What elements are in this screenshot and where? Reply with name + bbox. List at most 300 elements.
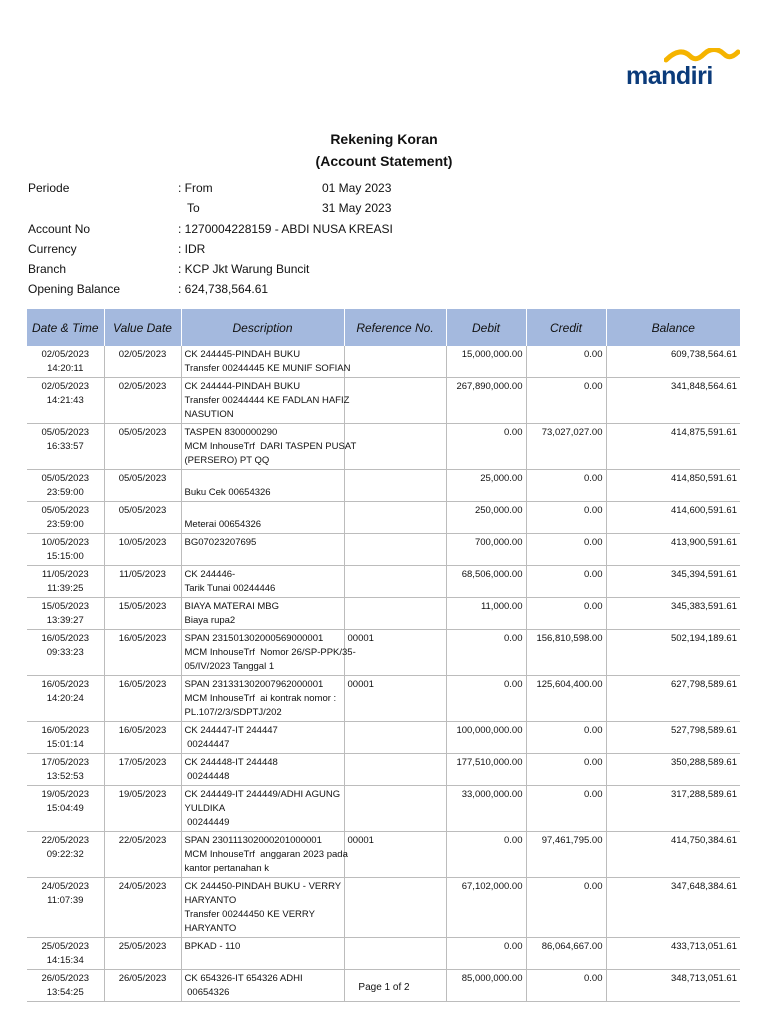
cell-debit: [446, 832, 526, 878]
txn-date: 16/05/2023: [41, 725, 90, 736]
cell-reference: [344, 534, 446, 566]
balance-amount: 348,713,051.61: [670, 973, 737, 984]
table-row: [27, 598, 740, 630]
description-line: Tarik Tunai 00244446: [184, 583, 276, 594]
txn-time: 14:20:24: [46, 693, 84, 704]
cell-debit: [446, 722, 526, 754]
table-row: [27, 722, 740, 754]
table-row: [27, 786, 740, 832]
description-line: [185, 504, 341, 518]
cell-reference: [344, 424, 446, 470]
col-header-description: Description: [181, 309, 344, 346]
txn-time: 15:15:00: [46, 551, 84, 562]
balance-amount: 627,798,589.61: [670, 679, 737, 690]
credit-amount: 125,604,400.00: [536, 679, 603, 690]
cell-credit: [526, 754, 606, 786]
cell-date-time: [27, 786, 104, 832]
description-line: MCM InhouseTrf DARI TASPEN PUSAT: [184, 441, 357, 452]
description-line: CK 244449-IT 244449/ADHI AGUNG: [184, 789, 341, 800]
cell-date-time: [27, 424, 104, 470]
reference-no: [348, 380, 443, 394]
cell-reference: [344, 470, 446, 502]
currency-label: Currency: [28, 242, 77, 256]
cell-value-date: [104, 470, 181, 502]
credit-amount: 0.00: [584, 725, 603, 736]
cell-description: [181, 534, 344, 566]
debit-amount: 85,000,000.00: [461, 973, 523, 984]
debit-amount: 68,506,000.00: [461, 569, 523, 580]
value-date: 17/05/2023: [118, 757, 167, 768]
cell-reference: [344, 630, 446, 676]
table-row: [27, 878, 740, 938]
cell-balance: [606, 470, 740, 502]
cell-debit: [446, 424, 526, 470]
cell-credit: [526, 470, 606, 502]
credit-amount: 0.00: [584, 473, 603, 484]
cell-description: [181, 598, 344, 630]
mandiri-logo: [622, 48, 742, 92]
table-row: [27, 676, 740, 722]
cell-description: [181, 786, 344, 832]
cell-reference: [344, 346, 446, 378]
description-line: Transfer 00244445 KE MUNIF SOFIAN: [184, 363, 351, 374]
description-line: CK 244450-PINDAH BUKU - VERRY: [184, 881, 342, 892]
cell-credit: [526, 424, 606, 470]
description-line: Transfer 00244450 KE VERRY: [184, 909, 315, 920]
cell-description: [181, 938, 344, 970]
cell-debit: [446, 346, 526, 378]
txn-date: 05/05/2023: [41, 473, 90, 484]
credit-amount: 0.00: [584, 973, 603, 984]
txn-time: 14:20:11: [47, 363, 84, 374]
cell-debit: [446, 378, 526, 424]
table-row: [27, 470, 740, 502]
txn-date: 25/05/2023: [41, 941, 90, 952]
description-line: Meterai 00654326: [184, 519, 262, 530]
value-date: 11/05/2023: [119, 569, 166, 580]
cell-credit: [526, 346, 606, 378]
txn-date: 16/05/2023: [41, 633, 90, 644]
value-date: 15/05/2023: [118, 601, 167, 612]
balance-amount: 609,738,564.61: [670, 349, 737, 360]
cell-credit: [526, 502, 606, 534]
reference-no: [348, 536, 443, 550]
value-date: 10/05/2023: [118, 537, 167, 548]
cell-date-time: [27, 832, 104, 878]
description-line: BIAYA MATERAI MBG: [184, 601, 279, 612]
cell-credit: [526, 566, 606, 598]
cell-date-time: [27, 878, 104, 938]
cell-balance: [606, 378, 740, 424]
cell-description: [181, 832, 348, 878]
description-line: MCM InhouseTrf anggaran 2023 pada: [184, 849, 348, 860]
cell-date-time: [27, 502, 104, 534]
debit-amount: 700,000.00: [474, 537, 523, 548]
cell-balance: [606, 878, 740, 938]
credit-amount: 0.00: [584, 757, 603, 768]
description-line: SPAN 231501302000569000001: [184, 633, 324, 644]
col-header-balance: Balance: [606, 309, 740, 346]
balance-amount: 345,383,591.61: [670, 601, 737, 612]
cell-debit: [446, 630, 526, 676]
cell-value-date: [104, 786, 181, 832]
reference-no: 00001: [347, 835, 374, 846]
cell-debit: [446, 534, 526, 566]
balance-amount: 350,288,589.61: [670, 757, 737, 768]
description-line: [185, 472, 341, 486]
description-line: TASPEN 8300000290: [184, 427, 278, 438]
table-row: [27, 346, 740, 378]
credit-amount: 73,027,027.00: [541, 427, 603, 438]
cell-date-time: [27, 598, 104, 630]
reference-no: [348, 472, 443, 486]
cell-credit: [526, 598, 606, 630]
cell-balance: [606, 534, 740, 566]
cell-balance: [606, 832, 740, 878]
table-row: [27, 938, 740, 970]
table-body: [27, 346, 740, 1002]
cell-credit: [526, 534, 606, 566]
value-date: 05/05/2023: [118, 505, 167, 516]
cell-debit: [446, 470, 526, 502]
txn-time: 23:59:00: [46, 487, 84, 498]
cell-value-date: [104, 502, 181, 534]
cell-credit: [526, 786, 606, 832]
debit-amount: 0.00: [504, 679, 523, 690]
debit-amount: 15,000,000.00: [461, 349, 523, 360]
description-line: CK 244448-IT 244448: [184, 757, 278, 768]
description-line: CK 654326-IT 654326 ADHI: [184, 973, 303, 984]
value-date: 05/05/2023: [118, 473, 167, 484]
value-date: 02/05/2023: [118, 349, 167, 360]
cell-value-date: [104, 722, 181, 754]
cell-balance: [606, 598, 740, 630]
reference-no: [348, 600, 443, 614]
branch-value: : KCP Jkt Warung Buncit: [178, 262, 310, 276]
cell-value-date: [104, 566, 181, 598]
cell-credit: [526, 878, 606, 938]
txn-time: 14:21:43: [46, 395, 84, 406]
credit-amount: 0.00: [584, 569, 603, 580]
balance-amount: 414,850,591.61: [670, 473, 737, 484]
cell-reference: [344, 786, 446, 832]
cell-value-date: [104, 630, 181, 676]
table-row: [27, 630, 740, 676]
description-line: PL.107/2/3/SDPTJ/202: [184, 707, 282, 718]
cell-reference: [344, 566, 446, 598]
cell-value-date: [104, 676, 181, 722]
logo-text: mandiri: [626, 62, 713, 90]
cell-description: [181, 676, 344, 722]
txn-time: 11:39:25: [47, 583, 84, 594]
opening-balance-value: : 624,738,564.61: [178, 282, 269, 296]
cell-description: [181, 630, 356, 676]
cell-value-date: [104, 346, 181, 378]
table-row: [27, 534, 740, 566]
cell-description: [181, 470, 344, 502]
balance-amount: 414,750,384.61: [670, 835, 737, 846]
table-row: [27, 378, 740, 424]
description-line: BPKAD - 110: [184, 941, 241, 952]
value-date: 16/05/2023: [118, 633, 167, 644]
cell-description: [181, 424, 357, 470]
reference-no: [348, 504, 443, 518]
reference-no: [348, 724, 443, 738]
debit-amount: 67,102,000.00: [461, 881, 523, 892]
cell-description: [181, 722, 344, 754]
cell-debit: [446, 938, 526, 970]
cell-credit: [526, 722, 606, 754]
statement-subtitle: (Account Statement): [315, 153, 453, 169]
cell-date-time: [27, 566, 104, 598]
txn-time: 09:22:32: [46, 849, 84, 860]
description-line: CK 244444-PINDAH BUKU: [184, 381, 301, 392]
cell-date-time: [27, 534, 104, 566]
periode-label: Periode: [28, 181, 70, 195]
txn-time: 23:59:00: [46, 519, 84, 530]
description-line: MCM InhouseTrf ai kontrak nomor :: [184, 693, 337, 704]
reference-no: [348, 348, 443, 362]
cell-reference: [344, 598, 446, 630]
cell-balance: [606, 424, 740, 470]
txn-date: 16/05/2023: [41, 679, 90, 690]
txn-time: 15:01:14: [46, 739, 84, 750]
description-line: BG07023207695: [184, 537, 257, 548]
cell-value-date: [104, 424, 181, 470]
cell-description: [181, 878, 344, 938]
cell-reference: [344, 832, 446, 878]
cell-date-time: [27, 470, 104, 502]
cell-reference: [344, 938, 446, 970]
credit-amount: 0.00: [584, 349, 603, 360]
cell-reference: [344, 722, 446, 754]
table-row: [27, 424, 740, 470]
txn-date: 22/05/2023: [41, 835, 90, 846]
description-line: 00244449: [184, 817, 230, 828]
value-date: 26/05/2023: [118, 973, 167, 984]
reference-no: 00001: [347, 679, 374, 690]
credit-amount: 86,064,667.00: [541, 941, 603, 952]
cell-date-time: [27, 346, 104, 378]
value-date: 16/05/2023: [118, 679, 167, 690]
reference-no: 00001: [347, 633, 374, 644]
balance-amount: 341,848,564.61: [670, 381, 737, 392]
balance-amount: 502,194,189.61: [670, 633, 737, 644]
cell-description: [181, 502, 344, 534]
reference-no: [348, 756, 443, 770]
table-header-row: [27, 309, 740, 346]
description-line: CK 244445-PINDAH BUKU: [184, 349, 301, 360]
cell-balance: [606, 566, 740, 598]
balance-amount: 414,600,591.61: [670, 505, 737, 516]
description-line: Biaya rupa2: [184, 615, 236, 626]
txn-date: 10/05/2023: [41, 537, 90, 548]
cell-value-date: [104, 878, 181, 938]
cell-reference: [344, 502, 446, 534]
to-value: 31 May 2023: [322, 201, 392, 215]
cell-reference: [344, 676, 446, 722]
currency-value: : IDR: [178, 242, 206, 256]
debit-amount: 0.00: [504, 835, 523, 846]
balance-amount: 345,394,591.61: [670, 569, 737, 580]
cell-debit: [446, 878, 526, 938]
to-label: To: [187, 201, 200, 215]
cell-value-date: [104, 938, 181, 970]
balance-amount: 433,713,051.61: [670, 941, 737, 952]
cell-value-date: [104, 832, 181, 878]
cell-balance: [606, 938, 740, 970]
debit-amount: 0.00: [504, 633, 523, 644]
description-line: YULDIKA: [184, 803, 226, 814]
col-header-debit: Debit: [446, 309, 526, 346]
debit-amount: 25,000.00: [480, 473, 523, 484]
txn-date: 24/05/2023: [41, 881, 90, 892]
value-date: 25/05/2023: [118, 941, 167, 952]
txn-time: 15:04:49: [46, 803, 84, 814]
description-line: SPAN 230111302000201000001: [184, 835, 322, 846]
txn-time: 13:39:27: [46, 615, 84, 626]
cell-balance: [606, 630, 740, 676]
txn-date: 26/05/2023: [41, 973, 90, 984]
txn-time: 13:52:53: [46, 771, 84, 782]
credit-amount: 0.00: [584, 881, 603, 892]
txn-date: 05/05/2023: [41, 505, 90, 516]
reference-no: [348, 426, 443, 440]
balance-amount: 414,875,591.61: [670, 427, 737, 438]
description-line: HARYANTO: [184, 923, 237, 934]
cell-date-time: [27, 378, 104, 424]
txn-time: 09:33:23: [46, 647, 84, 658]
cell-credit: [526, 832, 606, 878]
description-line: NASUTION: [184, 409, 234, 420]
txn-date: 05/05/2023: [41, 427, 90, 438]
cell-credit: [526, 938, 606, 970]
cell-date-time: [27, 630, 104, 676]
value-date: 24/05/2023: [118, 881, 167, 892]
description-line: SPAN 231331302007962000001: [184, 679, 324, 690]
cell-credit: [526, 676, 606, 722]
credit-amount: 97,461,795.00: [541, 835, 603, 846]
debit-amount: 0.00: [504, 941, 523, 952]
value-date: 19/05/2023: [118, 789, 167, 800]
debit-amount: 0.00: [504, 427, 523, 438]
reference-no: [348, 788, 443, 802]
debit-amount: 11,000.00: [480, 601, 523, 612]
reference-no: [348, 568, 443, 582]
cell-reference: [344, 878, 446, 938]
txn-time: 11:07:39: [47, 895, 84, 906]
branch-label: Branch: [28, 262, 67, 276]
balance-amount: 413,900,591.61: [670, 537, 737, 548]
debit-amount: 33,000,000.00: [461, 789, 523, 800]
value-date: 22/05/2023: [118, 835, 167, 846]
cell-reference: [344, 754, 446, 786]
cell-debit: [446, 786, 526, 832]
description-line: MCM InhouseTrf Nomor 26/SP-PPK/35-: [184, 647, 356, 658]
table-row: [27, 832, 740, 878]
credit-amount: 0.00: [584, 505, 603, 516]
table-row: [27, 566, 740, 598]
cell-debit: [446, 502, 526, 534]
col-header-credit: Credit: [526, 309, 606, 346]
cell-credit: [526, 630, 606, 676]
value-date: 05/05/2023: [118, 427, 167, 438]
txn-date: 02/05/2023: [41, 381, 90, 392]
cell-debit: [446, 598, 526, 630]
txn-date: 02/05/2023: [41, 349, 90, 360]
cell-description: [181, 754, 344, 786]
from-label: : From: [178, 181, 213, 195]
cell-description: [181, 378, 350, 424]
cell-credit: [526, 378, 606, 424]
cell-description: [181, 346, 351, 378]
txn-date: 17/05/2023: [41, 757, 90, 768]
description-line: HARYANTO: [184, 895, 237, 906]
opening-balance-label: Opening Balance: [28, 282, 121, 296]
credit-amount: 0.00: [584, 601, 603, 612]
cell-balance: [606, 346, 740, 378]
cell-debit: [446, 566, 526, 598]
reference-no: [348, 880, 443, 894]
description-line: (PERSERO) PT QQ: [184, 455, 270, 466]
description-line: 00244448: [184, 771, 230, 782]
txn-date: 19/05/2023: [41, 789, 90, 800]
reference-no: [348, 940, 443, 954]
description-line: 00654326: [184, 987, 230, 998]
txn-time: 14:15:34: [46, 955, 84, 966]
balance-amount: 527,798,589.61: [670, 725, 737, 736]
cell-reference: [344, 378, 446, 424]
txn-time: 13:54:25: [46, 987, 84, 998]
value-date: 02/05/2023: [118, 381, 167, 392]
txn-date: 11/05/2023: [41, 569, 89, 580]
description-line: kantor pertanahan k: [184, 863, 270, 874]
description-line: 00244447: [184, 739, 230, 750]
debit-amount: 100,000,000.00: [456, 725, 523, 736]
table-row: [27, 754, 740, 786]
cell-description: [181, 566, 344, 598]
cell-debit: [446, 754, 526, 786]
cell-date-time: [27, 722, 104, 754]
debit-amount: 250,000.00: [474, 505, 523, 516]
cell-date-time: [27, 938, 104, 970]
account-value: : 1270004228159 - ABDI NUSA KREASI: [178, 222, 393, 236]
from-value: 01 May 2023: [322, 181, 392, 195]
description-line: Transfer 00244444 KE FADLAN HAFIZ: [184, 395, 350, 406]
description-line: 05/IV/2023 Tanggal 1: [184, 661, 275, 672]
debit-amount: 177,510,000.00: [456, 757, 523, 768]
col-header-value-date: Value Date: [104, 309, 181, 346]
account-label: Account No: [28, 222, 91, 236]
statement-table: [27, 309, 740, 1002]
credit-amount: 0.00: [584, 789, 603, 800]
col-header-date-time: Date & Time: [27, 309, 104, 346]
cell-balance: [606, 676, 740, 722]
cell-date-time: [27, 754, 104, 786]
description-line: CK 244447-IT 244447: [184, 725, 278, 736]
cell-value-date: [104, 754, 181, 786]
credit-amount: 0.00: [584, 381, 603, 392]
cell-balance: [606, 754, 740, 786]
credit-amount: 156,810,598.00: [536, 633, 603, 644]
debit-amount: 267,890,000.00: [456, 381, 523, 392]
cell-value-date: [104, 598, 181, 630]
cell-value-date: [104, 378, 181, 424]
txn-time: 16:33:57: [46, 441, 84, 452]
cell-value-date: [104, 534, 181, 566]
balance-amount: 317,288,589.61: [670, 789, 737, 800]
description-line: CK 244446-: [184, 569, 236, 580]
